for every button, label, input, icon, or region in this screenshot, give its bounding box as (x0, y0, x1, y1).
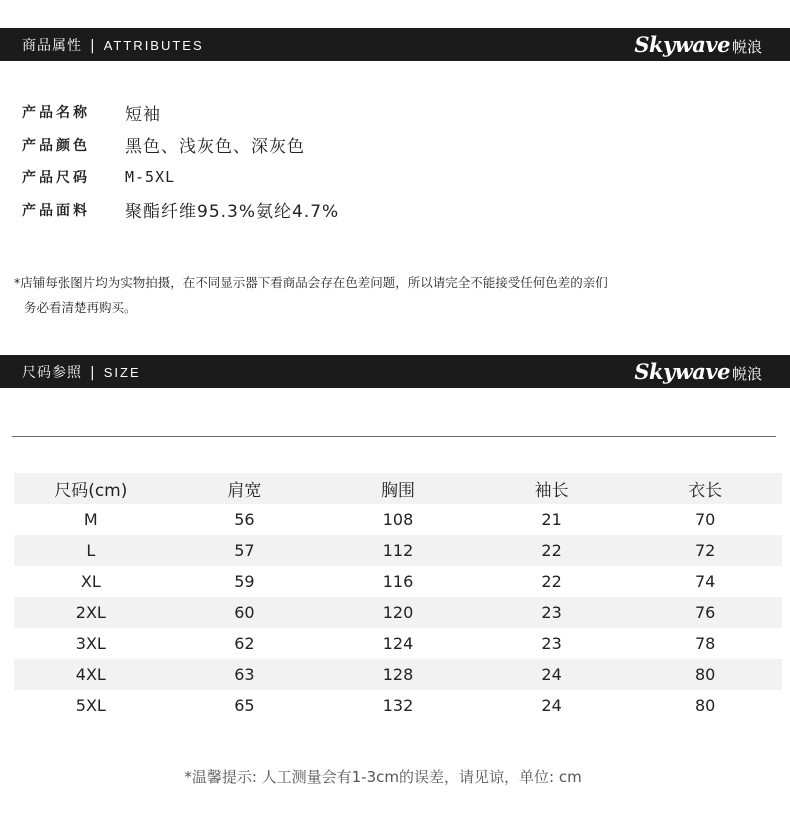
table-cell: 24 (541, 665, 562, 684)
column-header: 肩宽 (227, 481, 262, 501)
attributes-header-title (22, 35, 204, 55)
table-cell: 23 (541, 634, 562, 653)
table-cell: 120 (382, 603, 414, 622)
attribute-label: 产品面料 (22, 202, 90, 219)
table-cell: 80 (695, 665, 716, 684)
size-chart-table (14, 473, 782, 721)
attributes-title-cn: 商品属性 (22, 38, 82, 54)
column-header: 胸围 (380, 481, 415, 501)
measurement-note: *温馨提示: 人工测量会有1-3cm的误差，请见谅，单位: cm (184, 768, 582, 786)
table-cell: L (86, 541, 96, 560)
table-cell: 59 (234, 572, 255, 591)
table-cell: 70 (695, 510, 716, 529)
table-row (14, 566, 782, 597)
attributes-title-separator: | (90, 38, 96, 54)
table-cell: 65 (234, 696, 255, 715)
size-title-en: SIZE (103, 365, 141, 380)
table-cell: 108 (382, 510, 414, 529)
table-cell: 4XL (75, 665, 106, 684)
table-header-row (14, 473, 782, 504)
table-cell: 80 (695, 696, 716, 715)
table-cell: 116 (382, 572, 414, 591)
table-cell: 5XL (75, 696, 106, 715)
table-cell: 2XL (75, 603, 106, 622)
table-row (14, 628, 782, 659)
table-cell: 24 (541, 696, 562, 715)
table-row (14, 659, 782, 690)
brand-logo-en: Skywave (634, 32, 730, 57)
brand-logo (634, 359, 762, 384)
table-cell: 57 (234, 541, 255, 560)
brand-logo-en: Skywave (634, 359, 730, 384)
table-cell: 3XL (75, 634, 106, 653)
table-row (14, 504, 782, 535)
attribute-row-size (22, 161, 339, 194)
attributes-header-bar (0, 28, 790, 61)
size-title-separator: | (90, 365, 96, 381)
table-row (14, 535, 782, 566)
table-row (14, 690, 782, 721)
size-header-bar (0, 355, 790, 388)
column-header: 尺码(cm) (54, 481, 128, 501)
table-cell: 22 (541, 541, 562, 560)
table-cell: M (83, 510, 98, 529)
attribute-label: 产品尺码 (22, 170, 90, 187)
attributes-title-en: ATTRIBUTES (103, 38, 204, 53)
size-header-title (22, 362, 141, 382)
table-cell: 56 (234, 510, 255, 529)
table-cell: 78 (695, 634, 716, 653)
attribute-label: 产品颜色 (22, 137, 90, 154)
table-cell: 132 (382, 696, 414, 715)
table-cell: 76 (695, 603, 716, 622)
attribute-value: 聚酯纤维95.3%氨纶4.7% (125, 202, 340, 223)
table-cell: XL (80, 572, 101, 591)
size-title-cn: 尺码参照 (22, 365, 82, 381)
table-cell: 112 (382, 541, 414, 560)
attribute-value: 黑色、浅灰色、深灰色 (125, 137, 305, 158)
table-cell: 62 (234, 634, 255, 653)
table-cell: 128 (382, 665, 414, 684)
brand-logo-cn: 帨浪 (731, 365, 762, 383)
table-cell: 22 (541, 572, 562, 591)
attribute-label: 产品名称 (22, 105, 90, 122)
brand-logo (634, 32, 762, 57)
table-row (14, 597, 782, 628)
attribute-row-fabric (22, 194, 339, 227)
table-cell: 23 (541, 603, 562, 622)
table-cell: 72 (695, 541, 716, 560)
table-cell: 63 (234, 665, 255, 684)
table-cell: 21 (541, 510, 562, 529)
attribute-list (22, 96, 339, 226)
attribute-value: M-5XL (125, 168, 176, 187)
color-disclaimer-line: *店铺每张图片均为实物拍摄，在不同显示器下看商品会存在色差问题，所以请完全不能接受任何色差的亲们 (14, 275, 608, 290)
table-cell: 74 (695, 572, 716, 591)
color-disclaimer-line: 务必看清楚再购买。 (24, 300, 137, 315)
divider (12, 436, 776, 437)
column-header: 衣长 (688, 481, 723, 501)
brand-logo-cn: 帨浪 (731, 38, 762, 56)
color-disclaimer (14, 270, 754, 320)
attribute-value: 短袖 (125, 104, 161, 125)
table-cell: 60 (234, 603, 255, 622)
table-cell: 124 (382, 634, 414, 653)
column-header: 袖长 (534, 481, 569, 501)
attribute-row-name (22, 96, 339, 129)
attribute-row-color (22, 129, 339, 162)
